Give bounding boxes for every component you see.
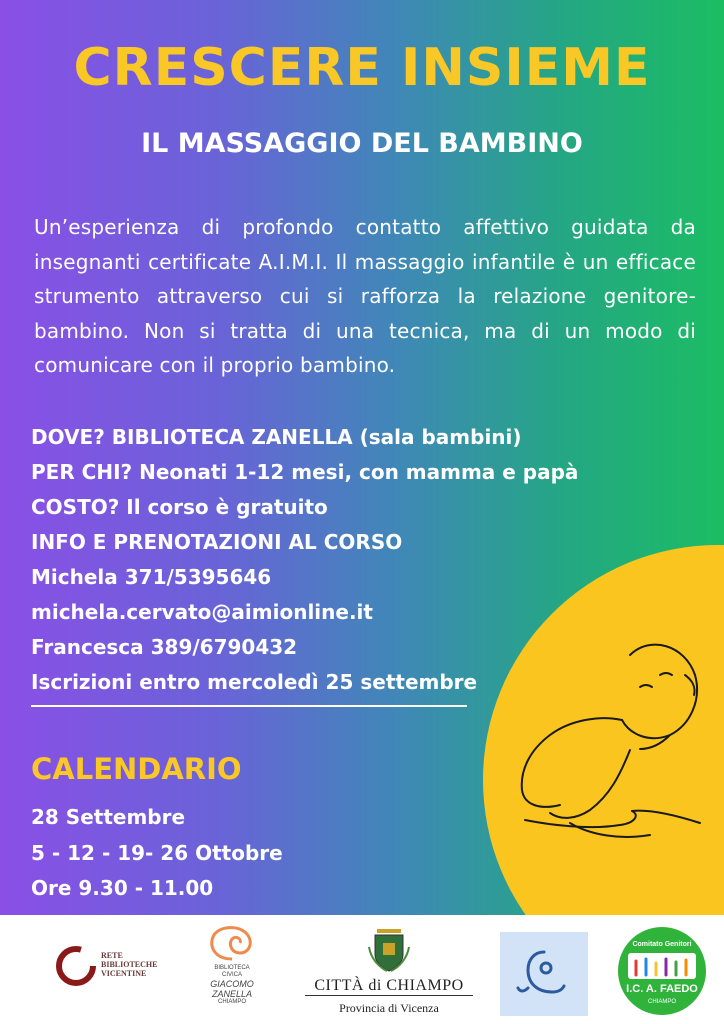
rete-line-2: BIBLIOTECHE <box>101 960 158 969</box>
rete-biblioteche-logo <box>55 945 175 995</box>
calendar-section <box>31 800 283 907</box>
contact-francesca: Francesca 389/6790432 <box>31 635 298 659</box>
info-iscrizioni: Iscrizioni entro mercoledì 25 settembre <box>31 670 478 694</box>
info-prenotazioni: INFO E PRENOTAZIONI AL CORSO <box>31 530 403 554</box>
citta-rule <box>305 995 473 996</box>
comitato-main: I.C. A. FAEDO <box>626 983 698 995</box>
biblioteca-line-5: CHIAMPO <box>217 999 246 1005</box>
comitato-genitori-logo <box>618 927 706 1015</box>
info-dove: DOVE? BIBLIOTECA ZANELLA (sala bambini) <box>31 425 522 449</box>
comitato-top: Comitato Genitori <box>632 941 692 948</box>
poster-subtitle: IL MASSAGGIO DEL BAMBINO <box>141 128 583 159</box>
shell-icon <box>204 923 260 963</box>
divider <box>31 705 467 707</box>
citta-chiampo-logo <box>305 925 473 1021</box>
comitato-family-icon <box>628 953 696 979</box>
poster-title: CRESCERE INSIEME <box>73 38 651 98</box>
citta-name: CITTÀ di CHIAMPO <box>314 977 464 994</box>
biblioteca-line-2: CIVICA <box>221 972 242 978</box>
calendar-line-2: 5 - 12 - 19- 26 Ottobre <box>31 840 283 865</box>
intro-paragraph: Un’esperienza di profondo contatto affettivo guidata da insegnanti certificate A.I.M.I. Il massaggio infantile è un efficace strumento attraverso cui si rafforza la relazione genitore-bambino. Non si tratta di una tecnica, ma di un modo di comunicare con il proprio bambino. <box>34 215 696 377</box>
calendar-title: CALENDARIO <box>31 752 242 786</box>
calendar-line-3: Ore 9.30 - 11.00 <box>31 876 214 900</box>
info-per-chi: PER CHI? Neonati 1-12 mesi, con mamma e papà <box>31 460 579 484</box>
contact-email[interactable]: michela.cervato@aimionline.it <box>31 600 373 624</box>
info-costo: COSTO? Il corso è gratuito <box>31 495 328 519</box>
calendar-line-1: 28 Settembre <box>31 805 186 829</box>
rete-line-3: VICENTINE <box>101 969 147 978</box>
biblioteca-line-4: ZANELLA <box>211 989 253 999</box>
comitato-bottom: CHIAMPO <box>647 999 676 1005</box>
biblioteca-zanella-logo <box>196 923 268 1023</box>
contact-michela: Michela 371/5395646 <box>31 565 272 589</box>
coat-of-arms-icon <box>367 925 411 973</box>
baby-massage-illustration <box>510 625 710 855</box>
footer-logos <box>0 915 724 1024</box>
rete-line-1: RETE <box>101 951 123 960</box>
aimi-mother-child-icon <box>500 932 588 1016</box>
biblioteca-line-1: BIBLIOTECA <box>214 965 250 971</box>
provincia-name: Provincia di Vicenza <box>339 1001 439 1015</box>
aimi-logo <box>500 932 588 1016</box>
biblioteca-line-3: GIACOMO <box>210 979 254 989</box>
rete-ring-icon <box>55 945 97 987</box>
